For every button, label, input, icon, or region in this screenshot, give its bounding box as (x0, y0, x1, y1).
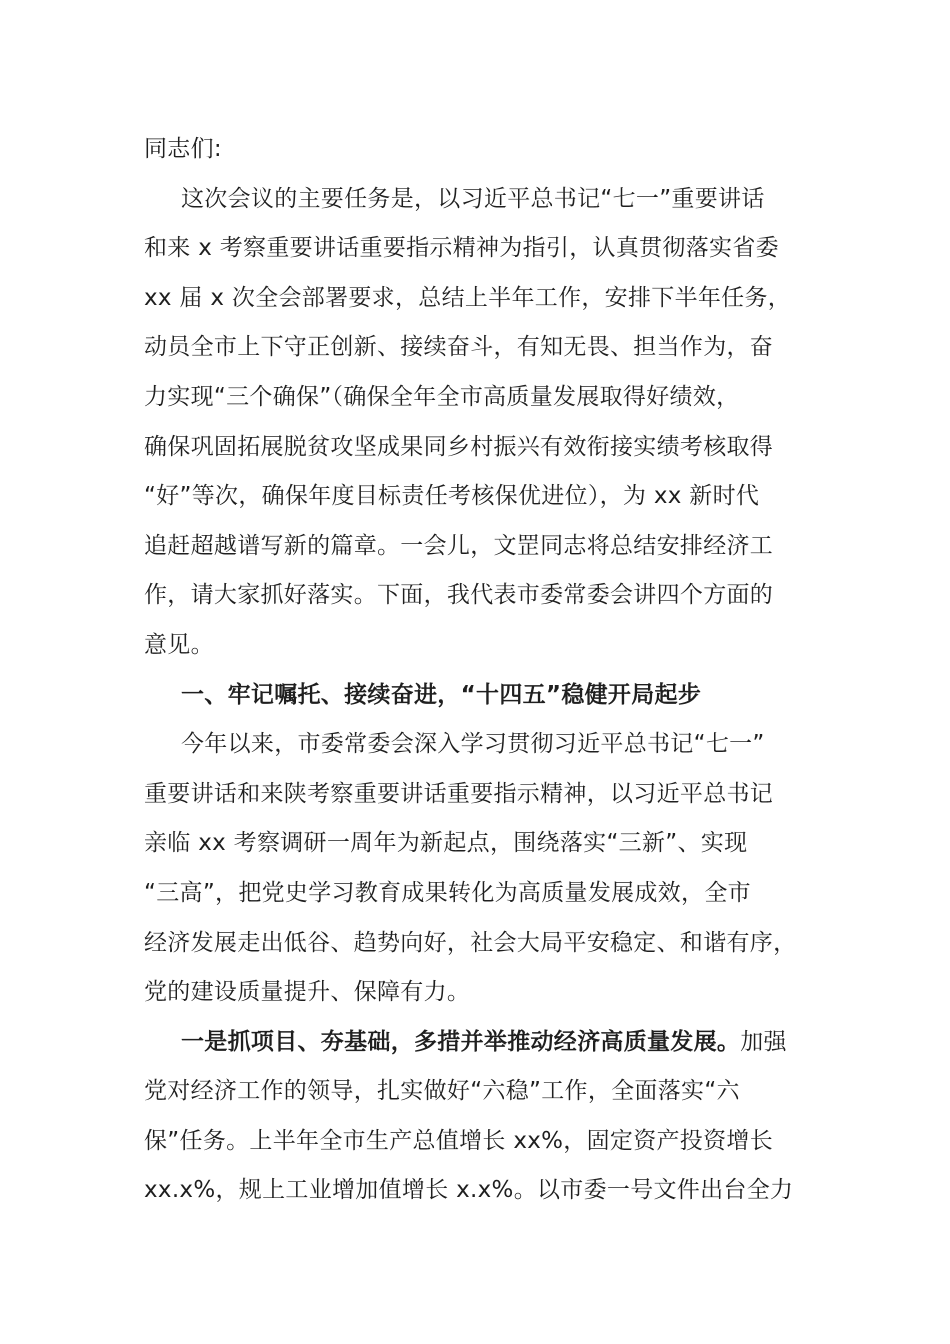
paragraph-line: “好”等次，确保年度目标责任考核保优进位），为 xx 新时代 (144, 483, 760, 510)
paragraph-line: 和来 x 考察重要讲话重要指示精神为指引，认真贯彻落实省委 (144, 235, 779, 262)
paragraph-line: 亲临 xx 考察调研一周年为新起点，围绕落实“三新”、实现 (144, 830, 748, 857)
paragraph-line: 动员全市上下守正创新、接续奋斗，有知无畏、担当作为，奋 (144, 334, 774, 361)
paragraph-line: 作，请大家抓好落实。下面，我代表市委常委会讲四个方面的 (144, 582, 774, 609)
paragraph-line: 追赶超越谱写新的篇章。一会儿，文罡同志将总结安排经济工 (144, 532, 774, 559)
paragraph-line: xx.x%，规上工业增加值增长 x.x%。以市委一号文件出台全力 (144, 1177, 794, 1204)
salutation: 同志们: (144, 136, 222, 162)
intro-paragraph (144, 175, 824, 671)
paragraph-line (144, 1018, 824, 1068)
paragraph-line: 今年以来，市委常委会深入学习贯彻习近平总书记“七一” (181, 731, 765, 758)
paragraph-line: 确保巩固拓展脱贫攻坚成果同乡村振兴有效衔接实绩考核取得 (144, 433, 774, 460)
paragraph-line: 经济发展走出低谷、趋势向好，社会大局平安稳定、和谐有序， (144, 929, 797, 956)
document-body (144, 125, 824, 1216)
point-one-lead: 一是抓项目、夯基础，多措并举推动经济高质量发展。 (181, 1028, 741, 1055)
paragraph-line: 力实现“三个确保”（确保全年全市高质量发展取得好绩效， (144, 383, 740, 410)
paragraph-line: 保”任务。上半年全市生产总值增长 xx%，固定资产投资增长 (144, 1127, 774, 1154)
paragraph-line: 这次会议的主要任务是，以习近平总书记“七一”重要讲话 (181, 185, 765, 212)
section-heading: 一、牢记嘱托、接续奋进，“十四五”稳健开局起步 (181, 681, 702, 708)
section-paragraph (144, 720, 824, 1018)
paragraph-line: 重要讲话和来陕考察重要讲话重要指示精神，以习近平总书记 (144, 780, 774, 807)
point-one-lead-rest: 加强 (740, 1028, 787, 1055)
paragraph-line: 意见。 (144, 631, 214, 658)
paragraph-line: xx 届 x 次全会部署要求，总结上半年工作，安排下半年任务， (144, 284, 792, 311)
paragraph-line: 党的建设质量提升、保障有力。 (144, 979, 471, 1006)
paragraph-line: 党对经济工作的领导，扎实做好“六稳”工作，全面落实“六 (144, 1078, 740, 1105)
paragraph-line: “三高”，把党史学习教育成果转化为高质量发展成效，全市 (144, 879, 751, 906)
point-one-paragraph (144, 1018, 824, 1216)
